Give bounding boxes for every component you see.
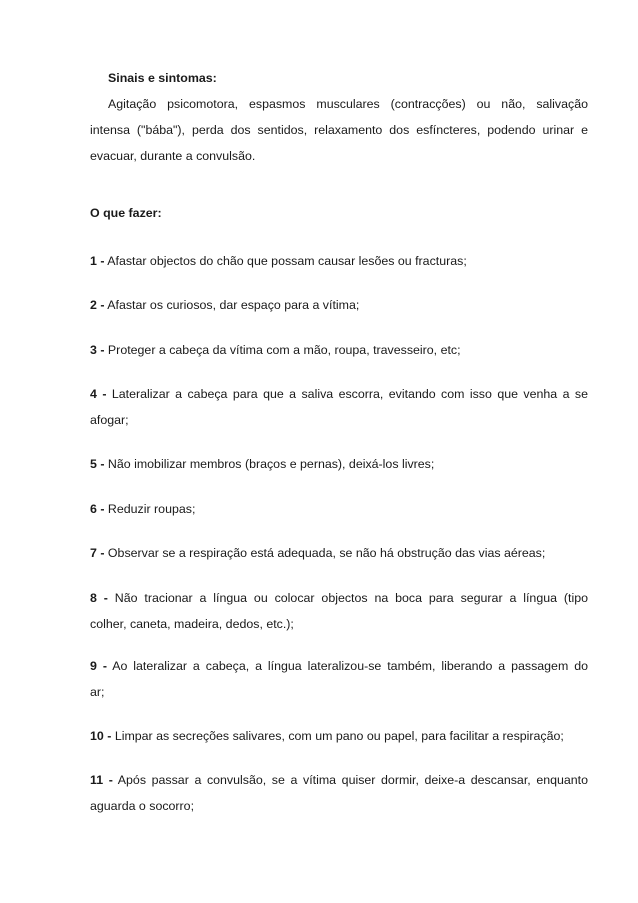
item-number: 3 -	[90, 343, 105, 357]
item-number: 2 -	[90, 298, 105, 312]
list-item-10	[90, 723, 588, 749]
list-item-4	[90, 381, 588, 433]
what-to-do-heading: O que fazer:	[90, 206, 162, 220]
item-number: 4 -	[90, 387, 107, 401]
signs-text-line-1: Agitação psicomotora, espasmos musculares (contracções) ou não, salivação	[108, 97, 588, 111]
list-item-1	[90, 248, 588, 274]
signs-heading: Sinais e sintomas:	[108, 71, 217, 85]
list-item-5	[90, 451, 588, 477]
list-item-2	[90, 292, 588, 318]
item-number: 11 -	[90, 773, 113, 787]
list-item-8	[90, 585, 588, 637]
item-text: Não tracionar a língua ou colocar objectos na boca para segurar a língua (tipo	[114, 591, 588, 605]
list-item-9	[90, 653, 588, 705]
item-number: 7 -	[90, 546, 105, 560]
what-to-do-section	[90, 200, 588, 226]
list-item-3	[90, 337, 588, 363]
item-text: Após passar a convulsão, se a vítima quiser dormir, deixe-a descansar, enquanto	[117, 773, 588, 787]
signs-section	[90, 65, 588, 169]
item-text: Reduzir roupas;	[107, 502, 196, 516]
item-number: 10 -	[90, 729, 112, 743]
item-text: Observar se a respiração está adequada, se não há obstrução das vias aéreas;	[107, 546, 546, 560]
list-item-11	[90, 767, 588, 819]
item-text: Não imobilizar membros (braços e pernas), deixá-los livres;	[107, 457, 435, 471]
item-text-continuation: aguarda o socorro;	[90, 799, 195, 813]
signs-text-line-3: evacuar, durante a convulsão.	[90, 149, 256, 163]
item-text: Afastar objectos do chão que possam causar lesões ou fracturas;	[107, 254, 467, 268]
item-number: 8 -	[90, 591, 108, 605]
item-text: Afastar os curiosos, dar espaço para a vítima;	[107, 298, 360, 312]
item-number: 9 -	[90, 659, 107, 673]
item-text-continuation: colher, caneta, madeira, dedos, etc.);	[90, 617, 294, 631]
item-text-continuation: ar;	[90, 685, 105, 699]
item-text: Limpar as secreções salivares, com um pano ou papel, para facilitar a respiração;	[114, 729, 564, 743]
signs-text-line-2: intensa ("bába"), perda dos sentidos, relaxamento dos esfíncteres, podendo urinar e	[90, 123, 588, 137]
item-number: 1 -	[90, 254, 105, 268]
item-text: Lateralizar a cabeça para que a saliva escorra, evitando com isso que venha a se	[111, 387, 588, 401]
list-item-6	[90, 496, 588, 522]
item-number: 6 -	[90, 502, 105, 516]
item-text: Ao lateralizar a cabeça, a língua lateralizou-se também, liberando a passagem do	[112, 659, 588, 673]
item-text: Proteger a cabeça da vítima com a mão, roupa, travesseiro, etc;	[107, 343, 461, 357]
item-text-continuation: afogar;	[90, 413, 129, 427]
item-number: 5 -	[90, 457, 105, 471]
list-item-7	[90, 540, 588, 566]
